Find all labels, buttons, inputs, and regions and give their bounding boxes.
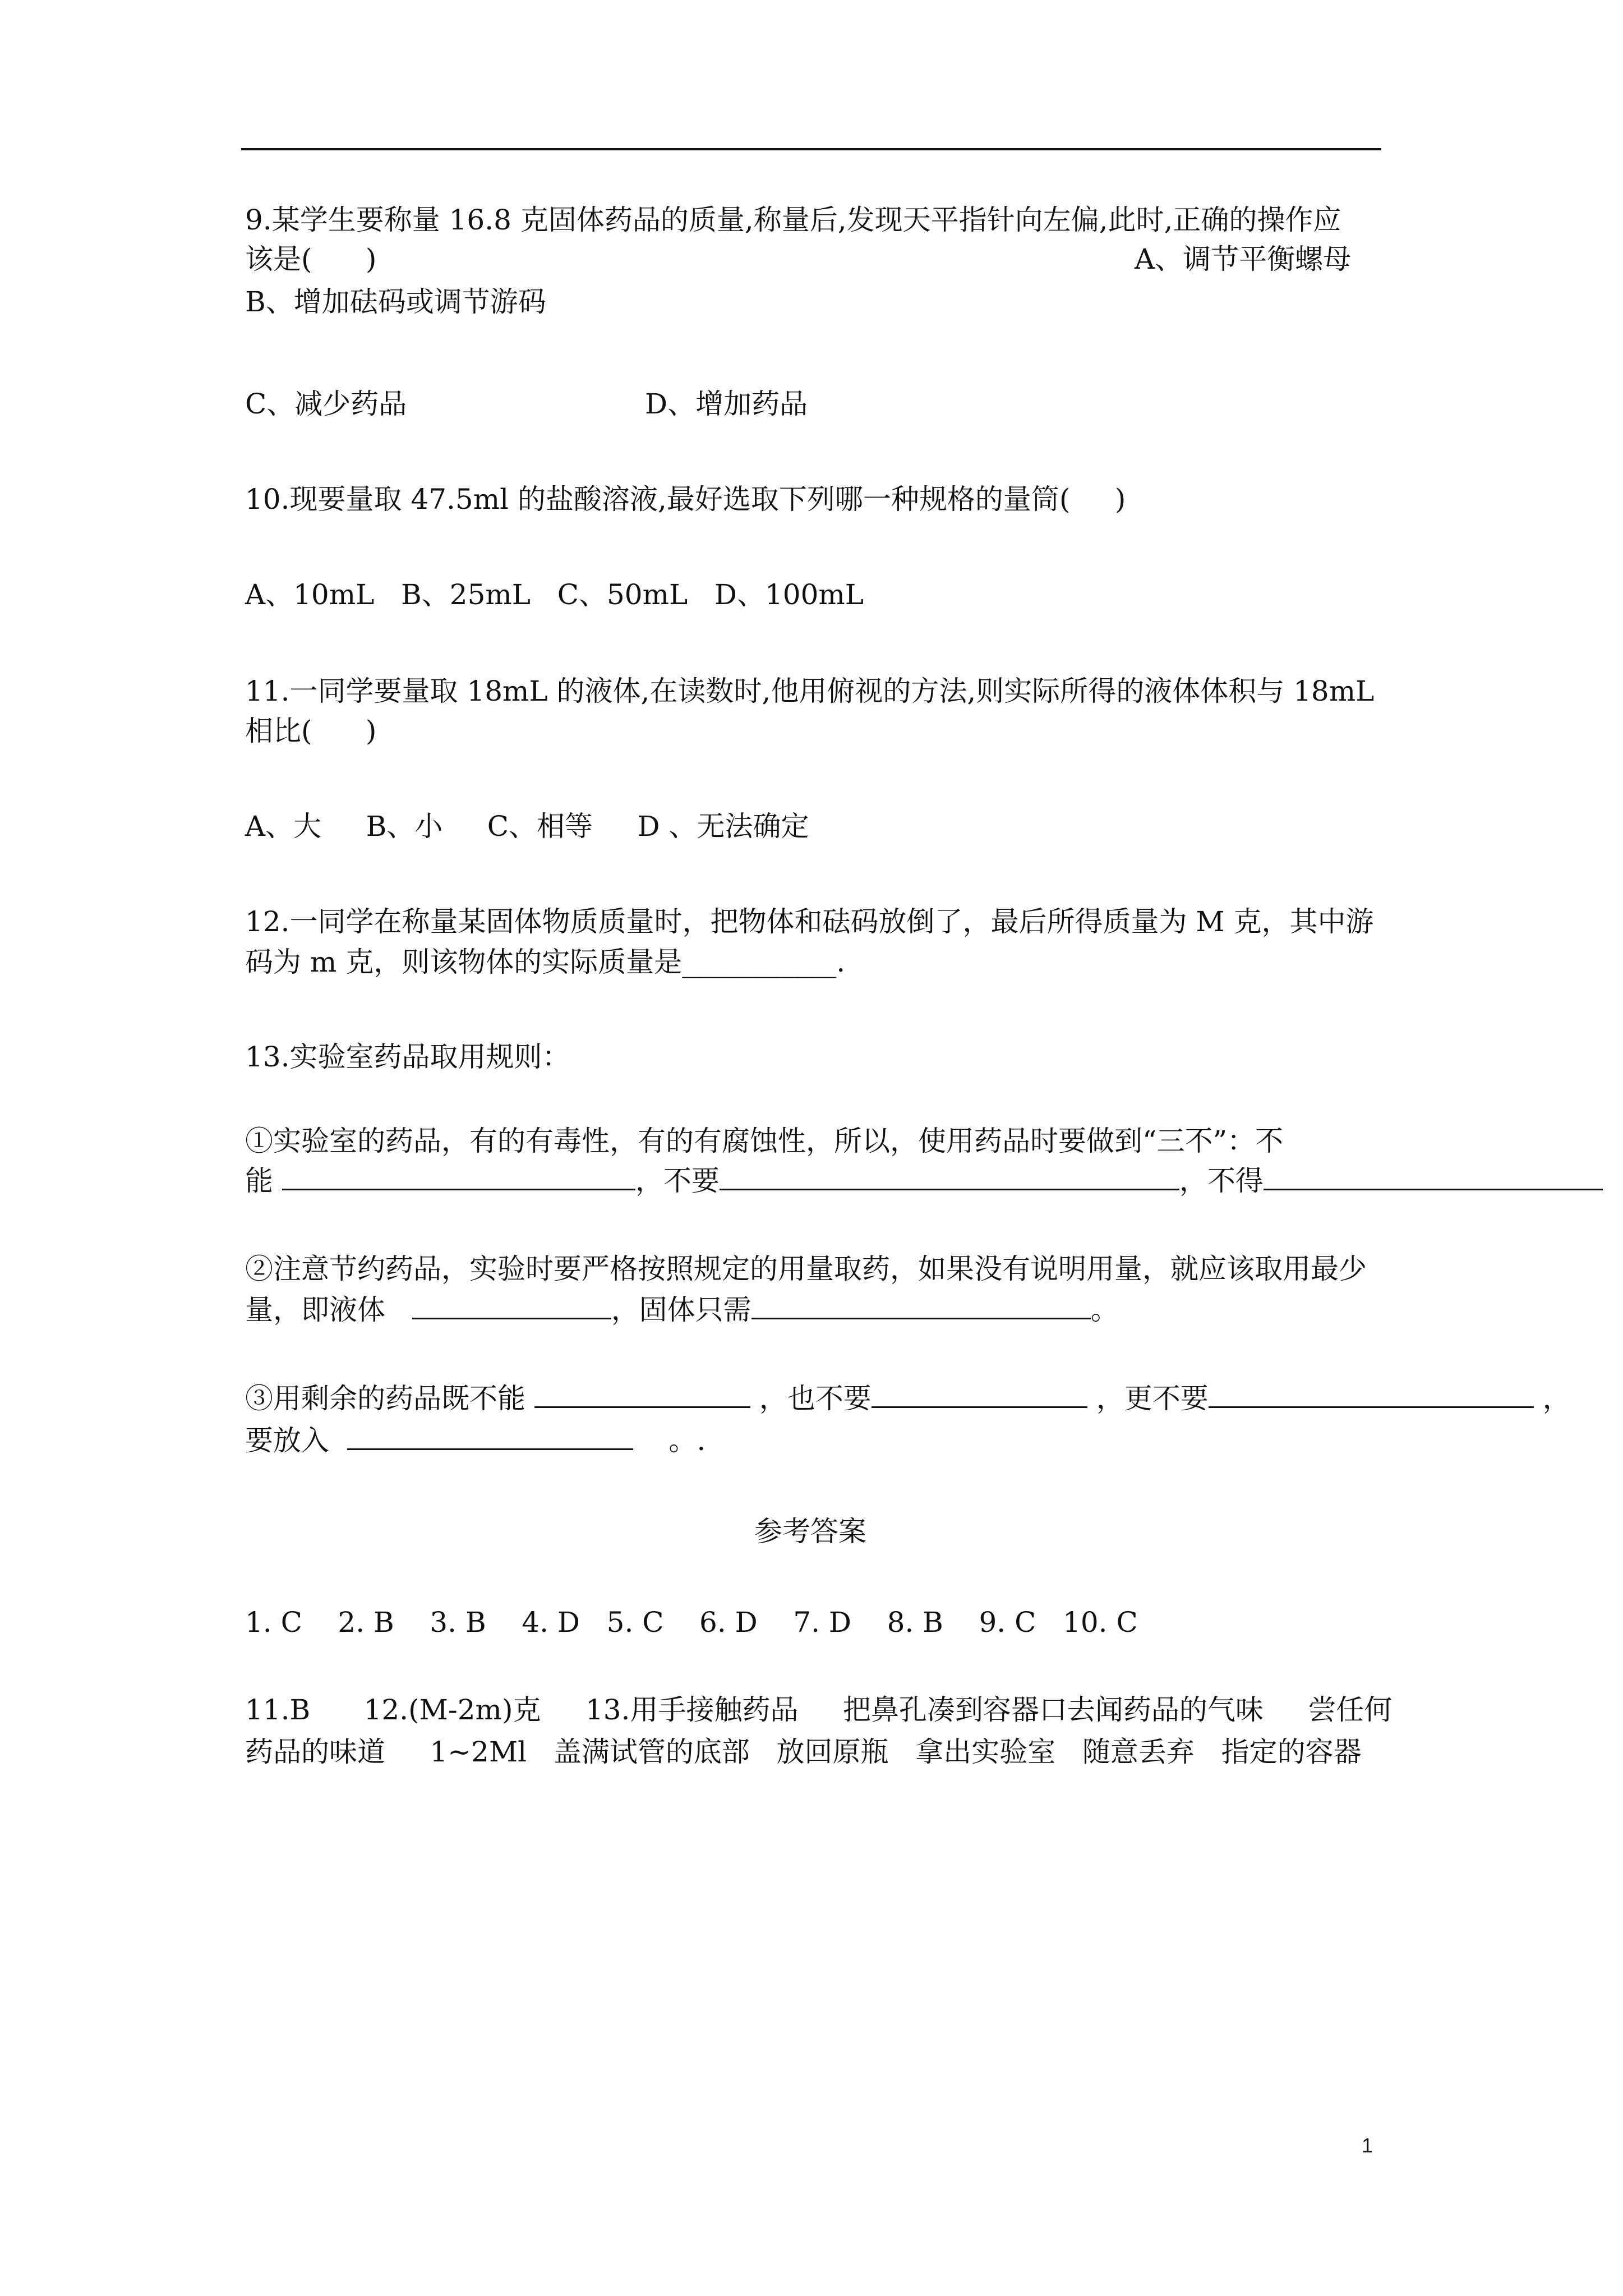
q11-options: A、大 B、小 C、相等 D 、无法确定 xyxy=(245,810,809,843)
q10-stem: 10.现要量取 47.5ml 的盐酸溶液,最好选取下列哪一种规格的量筒( ) xyxy=(245,483,1126,516)
q13-blank-7 xyxy=(872,1382,1087,1408)
q13-item1-line2 xyxy=(245,1164,1603,1198)
q13-item2-text-a: 量，即液体 xyxy=(245,1294,412,1326)
q13-item2-line1: ②注意节约药品，实验时要严格按照规定的用量取药，如果没有说明用量，就应该取用最少 xyxy=(245,1253,1367,1285)
q12-line2-text: 码为 m 克，则该物体的实际质量是 xyxy=(245,946,683,978)
q13-item3-line2-text-b: 。. xyxy=(633,1424,706,1457)
q9-line2-stem: 该是( ) xyxy=(245,243,377,275)
q9-option-c: C、减少药品 xyxy=(245,388,407,420)
answers-line3: 药品的味道 1~2Ml 盖满试管的底部 放回原瓶 拿出实验室 随意丢弃 指定的容器 xyxy=(245,1736,1362,1768)
q13-blank-6 xyxy=(534,1382,750,1408)
q13-blank-4 xyxy=(412,1293,611,1319)
q13-blank-8 xyxy=(1209,1382,1534,1408)
q13-item3-line2-text-a: 要放入 xyxy=(245,1424,347,1457)
q13-item3-text-b: ，也不要 xyxy=(750,1382,872,1415)
q13-blank-1 xyxy=(282,1164,635,1190)
q9-option-d: D、增加药品 xyxy=(645,388,808,420)
q13-item3-text-a: ③用剩余的药品既不能 xyxy=(245,1382,534,1415)
q13-item3-text-d: ， xyxy=(1533,1382,1571,1415)
q13-blank-3 xyxy=(1264,1164,1603,1190)
q11-line2: 相比( ) xyxy=(245,715,377,747)
answers-title: 参考答案 xyxy=(754,1515,866,1548)
q13-item3-line1 xyxy=(245,1382,1571,1415)
q13-blank-2 xyxy=(720,1164,1179,1190)
q13-blank-9 xyxy=(347,1424,633,1450)
q13-item1-text-a: 能 xyxy=(245,1165,282,1197)
q12-line2-end: . xyxy=(836,946,846,978)
page-number: 1 xyxy=(1362,2134,1373,2157)
answers-line1: 1. C 2. B 3. B 4. D 5. C 6. D 7. D 8. B 9. C 10. C xyxy=(245,1606,1138,1639)
answers-line2: 11.B 12.(M-2m)克 13.用手接触药品 把鼻孔凑到容器口去闻药品的气味 尝任何 xyxy=(245,1694,1393,1726)
q13-item3-line2 xyxy=(245,1424,706,1457)
q11-line1: 11.一同学要量取 18mL 的液体,在读数时,他用俯视的方法,则实际所得的液体体积与 18mL xyxy=(245,675,1375,707)
q10-options: A、10mL B、25mL C、50mL D、100mL xyxy=(245,578,864,611)
q13-item2-line2 xyxy=(245,1293,1119,1327)
q12-line2 xyxy=(245,945,845,979)
q13-item2-text-c: 。 xyxy=(1090,1294,1119,1326)
q9-option-a: A、调节平衡螺母 xyxy=(1135,243,1352,275)
q13-blank-5 xyxy=(751,1293,1091,1319)
q12-line1: 12.一同学在称量某固体物质质量时，把物体和砝码放倒了，最后所得质量为 M 克，其中游 xyxy=(245,905,1374,938)
q9-line1: 9.某学生要称量 16.8 克固体药品的质量,称量后,发现天平指针向左偏,此时,正确的操作应 xyxy=(245,204,1341,236)
header-rule xyxy=(241,148,1381,150)
q13-item1-text-b: ，不要 xyxy=(635,1165,720,1197)
q13-item3-text-c: ，更不要 xyxy=(1087,1382,1209,1415)
q12-answer-blank: ___________ xyxy=(682,946,837,978)
q13-item1-text-c: ，不得 xyxy=(1179,1165,1264,1197)
q9-option-b: B、增加砝码或调节游码 xyxy=(245,286,546,318)
q13-item2-text-b: ，固体只需 xyxy=(611,1294,751,1326)
q13-title: 13.实验室药品取用规则： xyxy=(245,1041,570,1073)
q13-item1-line1: ①实验室的药品，有的有毒性，有的有腐蚀性，所以，使用药品时要做到“三不”：不 xyxy=(245,1125,1284,1157)
